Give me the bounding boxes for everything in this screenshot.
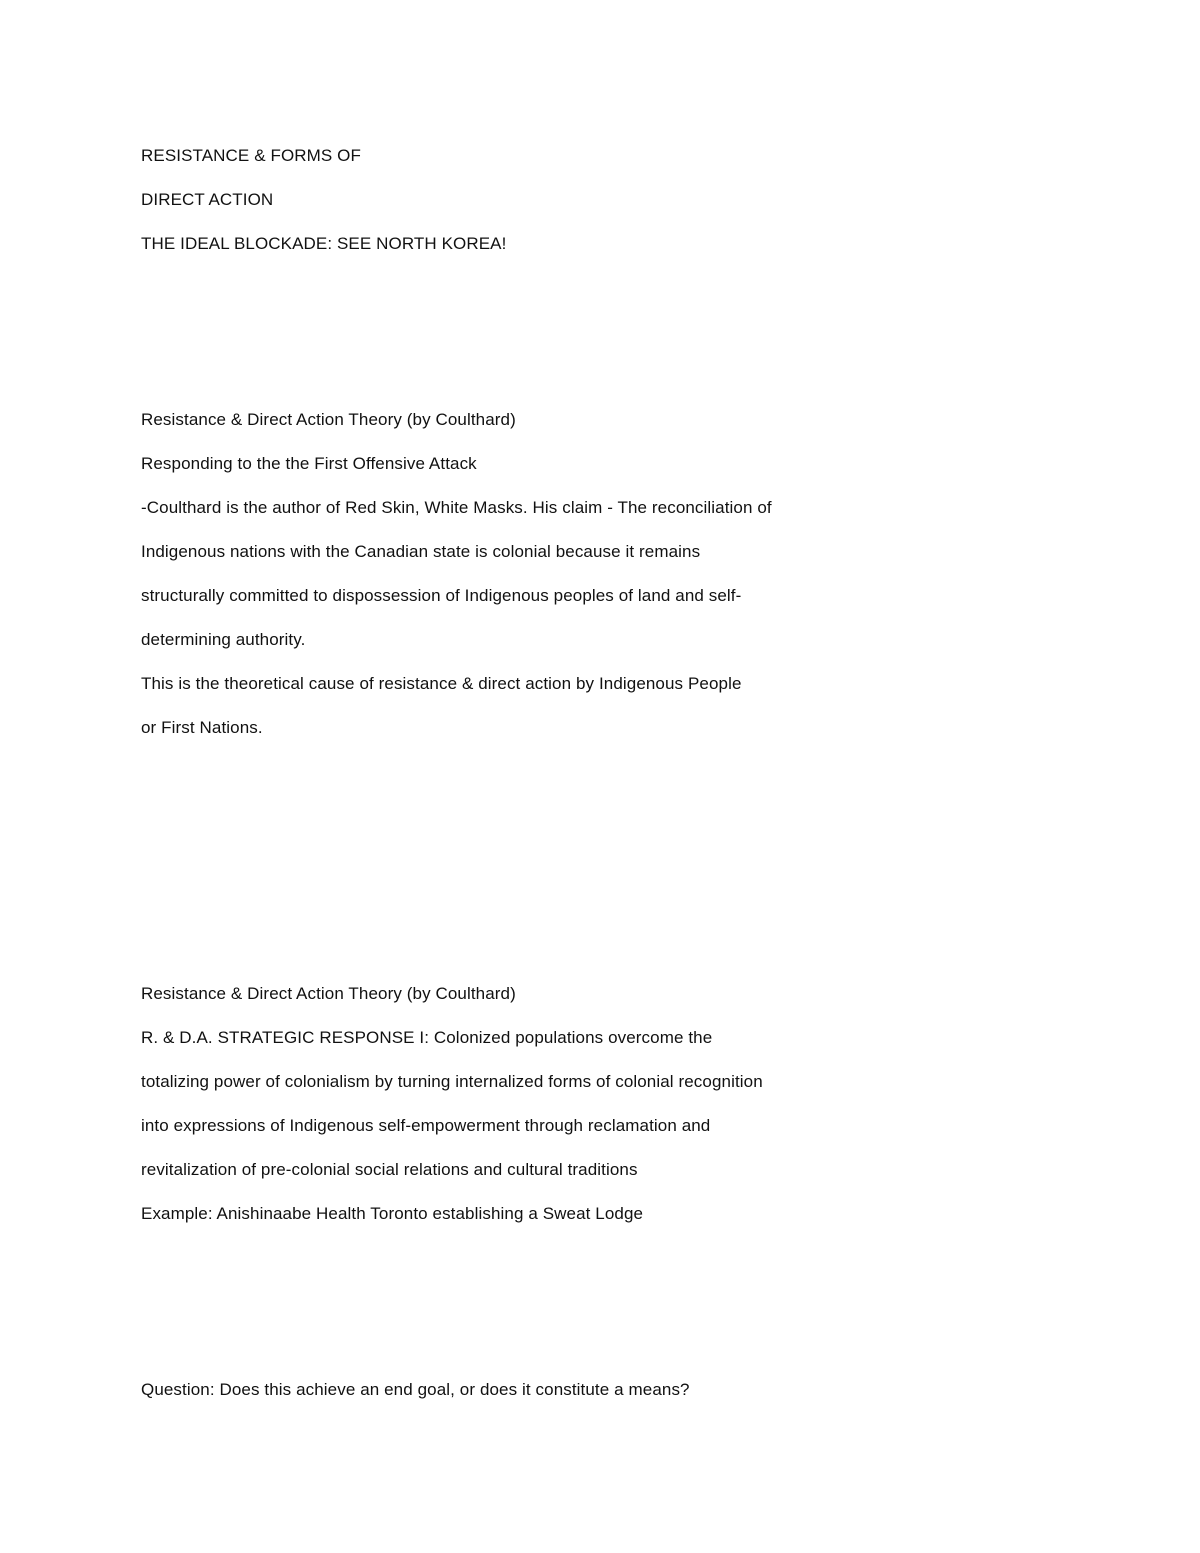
section2-text-line: R. & D.A. STRATEGIC RESPONSE I: Colonized populations overcome the bbox=[141, 1028, 713, 1047]
question-line: Question: Does this achieve an end goal, or does it constitute a means? bbox=[141, 1380, 690, 1399]
header-line-2: DIRECT ACTION bbox=[141, 190, 274, 209]
header-line-1: RESISTANCE & FORMS OF bbox=[141, 146, 361, 165]
section1-text-line: structurally committed to dispossession of Indigenous peoples of land and self- bbox=[141, 586, 742, 605]
section1-title: Resistance & Direct Action Theory (by Coulthard) bbox=[141, 410, 516, 429]
section2-text-line: revitalization of pre-colonial social relations and cultural traditions bbox=[141, 1160, 638, 1179]
section2-text-line: into expressions of Indigenous self-empowerment through reclamation and bbox=[141, 1116, 711, 1135]
header-line-3: THE IDEAL BLOCKADE: SEE NORTH KOREA! bbox=[141, 234, 507, 253]
section2-text-line: totalizing power of colonialism by turning internalized forms of colonial recognition bbox=[141, 1072, 763, 1091]
section1-text-line: or First Nations. bbox=[141, 718, 263, 737]
section1-subtitle: Responding to the the First Offensive Attack bbox=[141, 454, 477, 473]
section1-text-line: Indigenous nations with the Canadian state is colonial because it remains bbox=[141, 542, 701, 561]
section2-title: Resistance & Direct Action Theory (by Coulthard) bbox=[141, 984, 516, 1003]
section1-text-line: This is the theoretical cause of resistance & direct action by Indigenous People bbox=[141, 674, 742, 693]
section2-text-line: Example: Anishinaabe Health Toronto establishing a Sweat Lodge bbox=[141, 1204, 644, 1223]
section1-text-line: determining authority. bbox=[141, 630, 306, 649]
section1-text-line: -Coulthard is the author of Red Skin, White Masks. His claim - The reconciliation of bbox=[141, 498, 772, 517]
